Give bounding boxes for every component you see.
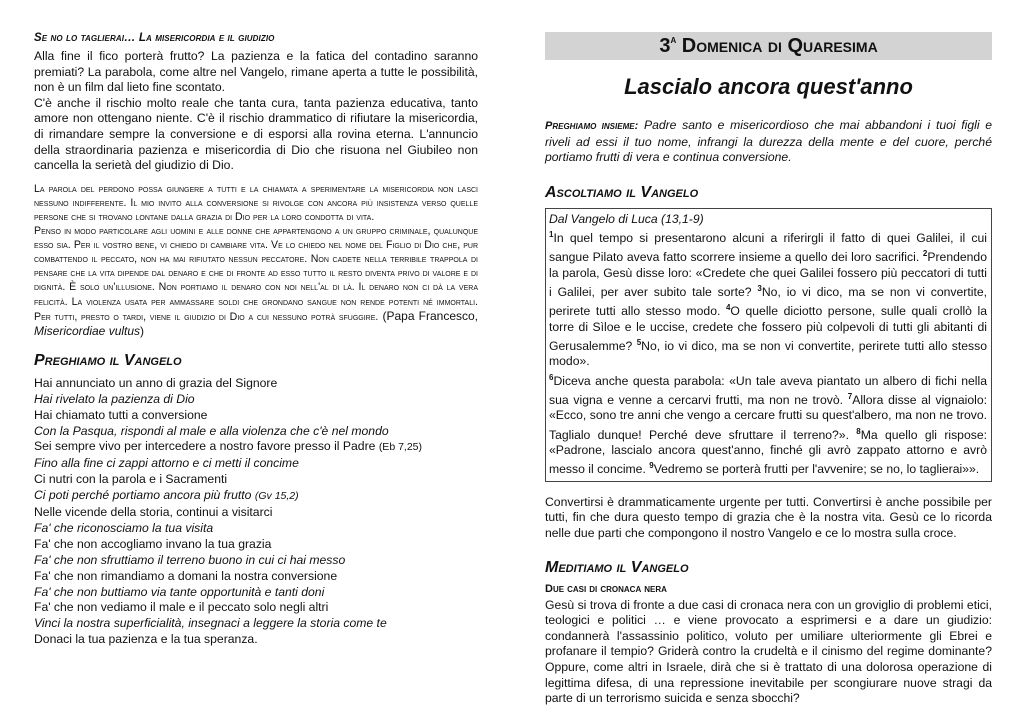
verse-text: Allora disse al vignaiolo: «Ecco, sono tre anni che vengo a cercare frutti su quest'albero, ma non ne trovo. Taglialo dunque! Perché deve sfruttare il terreno?». (549, 393, 987, 442)
prayer-line: Sei sempre vivo per intercedere a nostro favore presso il Padre (Eb 7,25) (34, 439, 423, 454)
verse-number: 7 (847, 392, 853, 402)
reflection-paragraph: Convertirsi è drammaticamente urgente per tutti. Convertirsi è anche possibile per tutti, fin che dura questo tempo di grazia che è la nostra vita. Gesù ce lo ricorda nelle due parti che compongono il nostro Vangelo e ce lo mostra sulla croce. (545, 494, 992, 540)
pope-quote-part-1: La parola del perdono possa giungere a tutti e la chiamata a sperimentare la misericordia non lasci nessuno indifferente. Il mio invito alla conversione si rivolge con ancora più insistenza verso quelle persone che si trovano lontane dalla grazia di Dio per la loro condotta di vita. (34, 182, 478, 223)
page-title: 3$^a$ Domenica di Quaresima (545, 32, 992, 60)
paragraph-1: Alla fine il fico porterà frutto? La pazienza e la fatica del contadino saranno premiati? La parabola, come altre nel Vangelo, rimane aperta a tutte le possibilità, non è un film dal lieto fine scontato. (34, 49, 478, 95)
section-heading-misericordia: Se no lo taglierai… La misericordia e il giudizio (34, 32, 275, 44)
verse-text: Ma quello gli rispose: «Padrone, lascialo ancora quest'anno, finché gli avrò zappato attorno e avrò messo il concime. (549, 427, 987, 477)
verse-text: Diceva anche questa parabola: «Un tale aveva piantato un albero di fichi nella sua vigna e venne a cercarvi frutti, ma non ne trovò. (549, 373, 987, 408)
prayer-line: Vinci la nostra superficialità, insegnaci a leggere la storia come te (34, 616, 387, 631)
prayer-line: Nelle vicende della storia, continui a visitarci (34, 505, 273, 520)
bible-reference: (Eb 7,25) (378, 441, 423, 454)
prayer-line: Fino alla fine ci zappi attorno e ci metti il concime (34, 456, 299, 471)
meditate-heading: Meditiamo il Vangelo (545, 558, 689, 576)
prayer-heading: Preghiamo il Vangelo (34, 351, 182, 369)
prayer-line: Hai rivelato la pazienza di Dio (34, 391, 195, 406)
verse-text: No, io vi dico, ma se non vi convertite, perirete tutti allo stesso modo». (549, 339, 987, 369)
verse-text: No, io vi dico, ma se non vi convertite, perirete tutti allo stesso modo. (549, 285, 987, 319)
page-subtitle: Lascialo ancora quest'anno (624, 74, 913, 99)
opening-prayer-label: Preghiamo insieme: (545, 120, 639, 132)
prayer-line: Fa' che non rimandiamo a domani la nostra conversione (34, 568, 338, 583)
prayer-list (34, 376, 478, 648)
verse-number: 6 (549, 372, 554, 382)
verse-number: 3 (757, 284, 762, 294)
cronaca-paragraph: Gesù si trova di fronte a due casi di cronaca nera con un groviglio di problemi etici, teologici e politici … e viene provocato a esprimersi e a dare un giudizio: condannerà l'assassinio politico, voluto per umiliare ulteriormente gli Ebrei e profanare il tempio? Griderà contro la crudeltà e il cinismo del regime dominante? Oppure, come altri in Israele, dirà che si è trattato di una dolorosa operazione di legittima difesa, di una repressione inevitabile per scongiurare nuove stragi da parte di un terrorismo suicida e senza sbocchi? (545, 597, 992, 706)
verse-number: 1 (549, 230, 554, 240)
prayer-line: Fa' che riconosciamo la tua visita (34, 520, 214, 535)
prayer-line: Fa' che non accogliamo invano la tua grazia (34, 536, 272, 551)
right-column (545, 32, 992, 707)
opening-prayer-text: Padre santo e misericordioso che mai abbandoni i tuoi figli e riveli ad essi il tuo nome, infrangi la durezza della mente e del cuore, perché portiamo frutti di vera e continua conversione. (545, 118, 993, 165)
verse-number: 2 (922, 249, 928, 259)
paragraph-2: C'è anche il rischio molto reale che tanta cura, tanta pazienza educativa, tanto amore non ottengano niente. C'è il rischio drammatico di rifiutare la misericordia, di rimandare sempre la conversione e di esporsi alla rovina eterna. L'annuncio della straordinaria pazienza e misericordia di Dio che risuona nel Giubileo non cancella la serietà del giudizio di Dio. (34, 95, 478, 173)
prayer-line: Fa' che non buttiamo via tante opportunità e tanti doni (34, 584, 325, 599)
prayer-line: Ci poti perché portiamo ancora più frutto (Gv 15,2) (34, 488, 299, 503)
verse-number: 5 (636, 338, 642, 348)
pope-quote-text: Penso in modo particolare agli uomini e alle donne che appartengono a un gruppo criminale, qualunque esso sia. Per il vostro bene, vi chiedo di cambiare vita. Ve lo chiedo nel nome del Figlio di Dio che, pur combattendo il peccato, non ha mai rifiutato nessun peccatore. Non cadete nella terribile trappola di pensare che la vita dipende dal denaro e che di fronte ad esso tutto il resto diventa privo di valore e di dignità. È solo un'illusione. Non portiamo il denaro con noi nell'al di là. Il denaro non ci dà la vera felicità. La violenza usata per ammassare soldi che grondano sangue non rende potenti né immortali. Per tutti, presto o tardi, viene il giudizio di Dio a cui nessuno potrà sfuggire. (34, 225, 478, 323)
gospel-box (545, 208, 992, 482)
quote-source: (Papa Francesco, Misericordiae vultus) (34, 308, 479, 338)
prayer-line: Hai chiamato tutti a conversione (34, 407, 208, 422)
gospel-text (549, 227, 987, 478)
verse-text: Prendendo la parola, Gesù disse loro: «Credete che quei Galilei fossero più peccatori di tutti i Galilei, per aver subito tale sorte? (549, 250, 987, 300)
pope-quote-part-2 (34, 224, 478, 339)
bible-reference: (Gv 15,2) (254, 490, 299, 503)
cronaca-heading: Due casi di cronaca nera (545, 582, 667, 595)
verse-number: 9 (649, 461, 654, 471)
prayer-line: Con la Pasqua, rispondi al male e alla violenza che c'è nel mondo (34, 423, 389, 438)
listen-heading: Ascoltiamo il Vangelo (545, 183, 699, 201)
prayer-line: Fa' che non vediamo il male e il peccato solo negli altri (34, 600, 329, 615)
prayer-line: Ci nutri con la parola e i Sacramenti (34, 472, 228, 487)
prayer-line: Donaci la tua pazienza e la tua speranza. (34, 632, 258, 647)
left-column (34, 32, 478, 648)
verse-text: Vedremo se porterà frutti per l'avvenire; se no, lo taglierai»». (653, 462, 980, 477)
verse-number: 4 (725, 303, 731, 313)
gospel-source: Dal Vangelo di Luca (13,1-9) (549, 211, 704, 226)
prayer-line: Fa' che non sfruttiamo il terreno buono in cui ci hai messo (34, 552, 346, 567)
pope-quote (34, 182, 478, 339)
verse-number: 8 (856, 426, 861, 436)
opening-prayer (545, 118, 992, 166)
prayer-line: Hai annunciato un anno di grazia del Signore (34, 375, 278, 390)
verse-text: In quel tempo si presentarono alcuni a riferirgli il fatto di quei Galilei, il cui sangue Pilato aveva fatto scorrere insieme a quello dei loro sacrifici. (549, 231, 987, 265)
verse-text: O quelle diciotto persone, sulle quali crollò la torre di Sìloe e le uccise, credete che fossero più colpevoli di tutti gli abitanti di Gerusalemme? (549, 304, 987, 354)
